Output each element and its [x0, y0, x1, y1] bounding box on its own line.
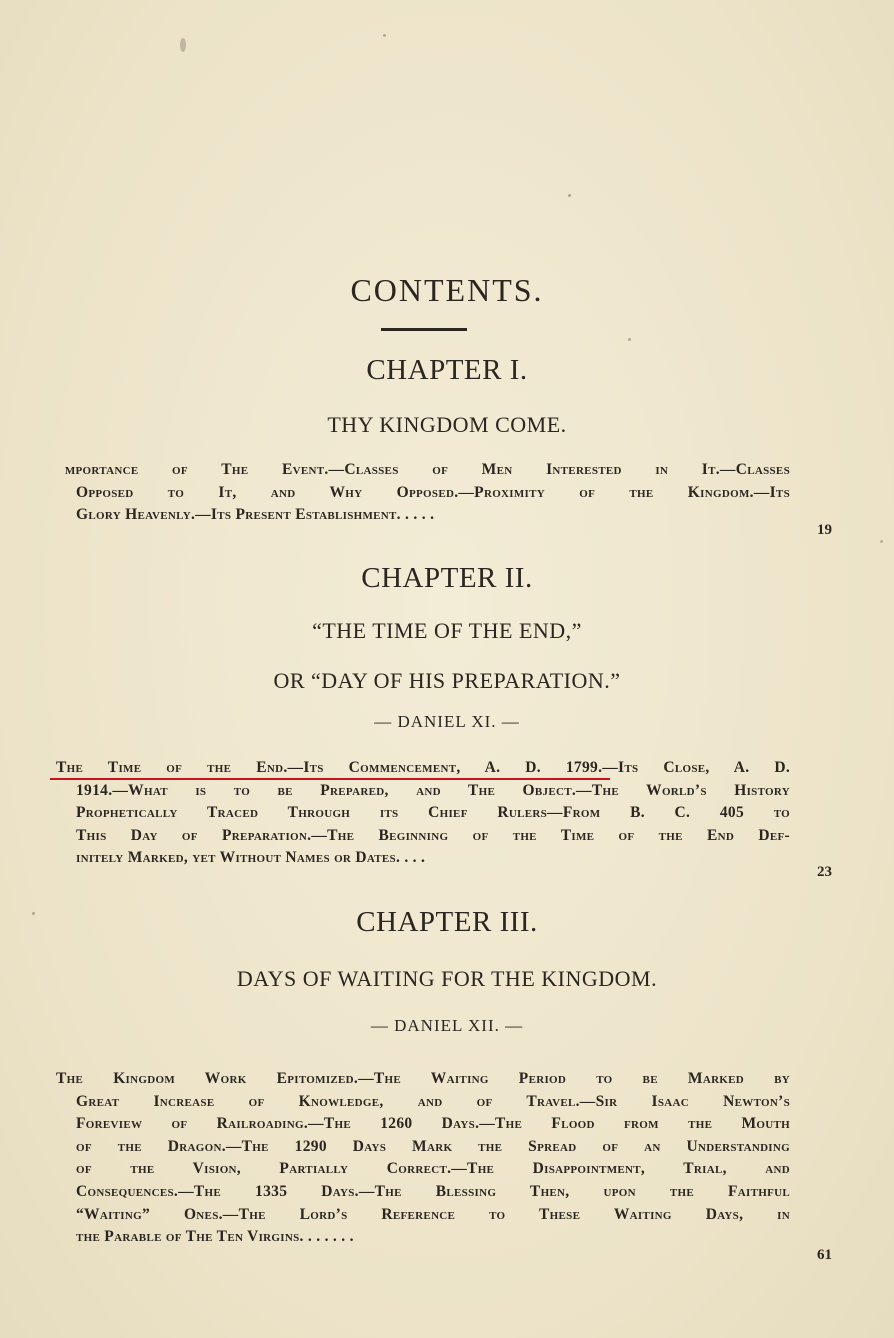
summary-line: the Parable of The Ten Virgins. . . . . . . — [76, 1228, 354, 1246]
chapter-2-title: “THE TIME OF THE END,” — [312, 618, 582, 643]
chapter-3-summary — [56, 1068, 790, 1249]
contents-title: CONTENTS. — [350, 272, 544, 308]
chapter-1-page-number: 19 — [817, 522, 832, 538]
page-speck — [568, 194, 571, 197]
summary-line: Consequences.—The 1335 Days.—The Blessing Then, upon the Faithful — [76, 1182, 790, 1200]
title-rule — [381, 328, 467, 331]
chapter-3-label: CHAPTER III. — [356, 906, 538, 938]
summary-line: The Kingdom Work Epitomized.—The Waiting Period to be Marked by — [56, 1070, 790, 1087]
chapter-2-summary — [56, 757, 790, 870]
red-pen-underline — [50, 778, 610, 780]
page-speck — [628, 338, 631, 341]
summary-line: Prophetically Traced Through its Chief Rulers—From B. C. 405 to — [76, 804, 790, 822]
chapter-3-title: DAYS OF WAITING FOR THE KINGDOM. — [236, 966, 658, 991]
summary-line: Foreview of Railroading.—The 1260 Days.—The Flood from the Mouth — [76, 1115, 790, 1133]
chapter-1-summary — [56, 459, 790, 527]
summary-line: ɪmportance of The Event.—Classes of Men Interested in It.—Classes — [56, 461, 790, 478]
chapter-3-page-number: 61 — [817, 1247, 832, 1263]
chapter-2-label: CHAPTER II. — [361, 562, 533, 594]
summary-line: Glory Heavenly.—Its Present Establishment. . . . . — [76, 506, 435, 524]
chapter-2-reference: — DANIEL XI. — — [374, 712, 520, 731]
page-speck — [180, 38, 186, 52]
chapter-2-subtitle: OR “DAY OF HIS PREPARATION.” — [273, 668, 621, 693]
summary-line: initely Marked, yet Without Names or Dates. . . . — [76, 849, 426, 867]
page-speck — [383, 34, 386, 37]
summary-line: of the Vision, Partially Correct.—The Disappointment, Trial, and — [76, 1160, 790, 1178]
summary-line: Opposed to It, and Why Opposed.—Proximity of the Kingdom.—Its — [76, 483, 790, 501]
summary-line: of the Dragon.—The 1290 Days Mark the Spread of an Understanding — [76, 1137, 790, 1155]
page-speck — [880, 540, 883, 543]
chapter-1-title: THY KINGDOM COME. — [327, 412, 567, 437]
summary-line: The Time of the End.—Its Commencement, A. D. 1799.—Its Close, A. D. — [56, 759, 790, 776]
summary-line: This Day of Preparation.—The Beginning of the Time of the End Def- — [76, 826, 790, 844]
summary-line: Great Increase of Knowledge, and of Travel.—Sir Isaac Newton’s — [76, 1092, 790, 1110]
chapter-1-label: CHAPTER I. — [366, 354, 528, 386]
summary-line: 1914.—What is to be Prepared, and The Object.—The World’s History — [76, 781, 790, 799]
summary-line: “Waiting” Ones.—The Lord’s Reference to These Waiting Days, in — [76, 1205, 790, 1223]
chapter-3-reference: — DANIEL XII. — — [370, 1016, 524, 1035]
chapter-2-page-number: 23 — [817, 864, 832, 880]
